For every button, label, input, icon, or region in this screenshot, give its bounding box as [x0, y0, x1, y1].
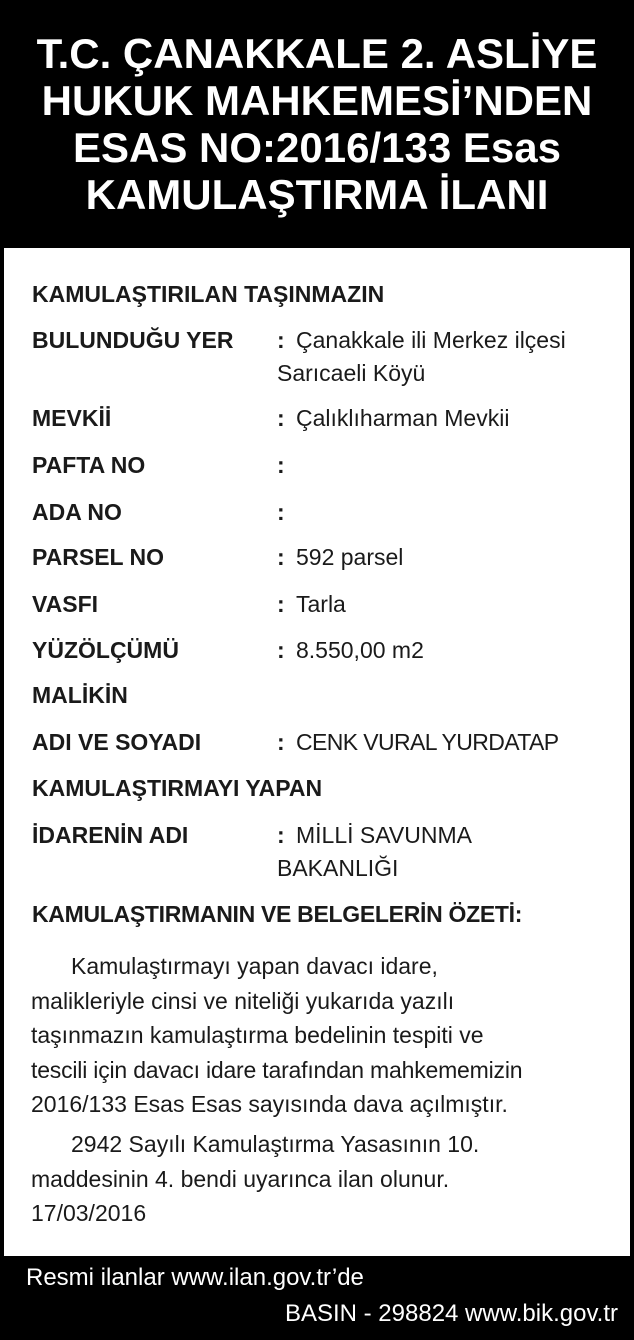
colon-parsel-no: :: [277, 544, 285, 570]
colon-bulundugu-yer: :: [277, 327, 285, 353]
colon-yuzolcumu: :: [277, 637, 285, 663]
summary-paragraph-1-line: taşınmazın kamulaştırma bedelinin tespiti ve: [31, 1022, 484, 1048]
label-vasfi: VASFI: [32, 591, 99, 617]
colon-ada-no: :: [277, 499, 285, 525]
value-yuzolcumu: 8.550,00 m2: [296, 637, 424, 663]
announcement-header: [0, 0, 634, 248]
header-line-4: KAMULAŞTIRMA İLANI: [85, 171, 549, 218]
label-parsel-no: PARSEL NO: [32, 544, 165, 570]
colon-mevkii: :: [277, 405, 285, 431]
label-adi-soyadi: ADI VE SOYADI: [32, 729, 202, 755]
value-vasfi: Tarla: [296, 591, 346, 617]
section-title-malikin: MALİKİN: [32, 682, 128, 708]
summary-paragraph-1-line: malikleriyle cinsi ve niteliği yukarıda yazılı: [31, 987, 455, 1014]
announcement-body: [4, 248, 630, 1256]
announcement-footer: [0, 1256, 634, 1340]
summary-paragraph-1-line: tescili için davacı idare tarafından mahkememizin: [31, 1056, 523, 1083]
value-bulundugu-yer-line1: Çanakkale ili Merkez ilçesi: [296, 327, 566, 353]
colon-adi-soyadi: :: [277, 729, 285, 755]
section-title-ozet: KAMULAŞTIRMANIN VE BELGELERİN ÖZETİ:: [32, 901, 523, 927]
value-idarenin-adi-line2: BAKANLIĞI: [277, 855, 399, 881]
colon-idarenin-adi: :: [277, 822, 285, 848]
section-title-tasinmaz: KAMULAŞTIRILAN TAŞINMAZIN: [32, 281, 385, 307]
value-parsel-no: 592 parsel: [296, 544, 404, 570]
summary-paragraph-2-line: maddesinin 4. bendi uyarınca ilan olunur.: [31, 1165, 450, 1192]
value-idarenin-adi-line1: MİLLİ SAVUNMA: [296, 822, 472, 848]
summary-paragraph-2: [31, 1127, 621, 1231]
footer-basin-ref: BASIN - 298824 www.bik.gov.tr: [284, 1300, 618, 1327]
summary-paragraph-1-line: 2016/133 Esas Esas sayısında dava açılmıştır.: [31, 1091, 508, 1117]
summary-paragraph-2-line: 17/03/2016: [31, 1200, 147, 1226]
value-mevkii: Çalıklıharman Mevkii: [296, 405, 510, 431]
summary-paragraph-2-line: 2942 Sayılı Kamulaştırma Yasasının 10.: [71, 1131, 480, 1157]
value-bulundugu-yer-line2: Sarıcaeli Köyü: [277, 360, 426, 386]
label-yuzolcumu: YÜZÖLÇÜMÜ: [32, 637, 179, 663]
value-adi-soyadi: CENK VURAL YURDATAP: [296, 729, 559, 755]
header-line-2: HUKUK MAHKEMESİ’NDEN: [41, 77, 593, 124]
label-idarenin-adi: İDARENİN ADI: [32, 822, 189, 848]
colon-pafta-no: :: [277, 452, 285, 478]
section-title-yapan: KAMULAŞTIRMAYI YAPAN: [32, 775, 323, 801]
label-pafta-no: PAFTA NO: [32, 452, 146, 478]
footer-ilan-link: Resmi ilanlar www.ilan.gov.tr’de: [26, 1264, 364, 1291]
header-line-3: ESAS NO:2016/133 Esas: [73, 124, 561, 171]
label-mevkii: MEVKİİ: [32, 405, 112, 431]
label-ada-no: ADA NO: [32, 499, 122, 525]
header-line-1: T.C. ÇANAKKALE 2. ASLİYE: [36, 30, 598, 77]
summary-paragraph-1: [31, 949, 621, 1122]
summary-paragraph-1-line: Kamulaştırmayı yapan davacı idare,: [71, 953, 438, 979]
label-bulundugu-yer: BULUNDUĞU YER: [32, 327, 234, 353]
colon-vasfi: :: [277, 591, 285, 617]
